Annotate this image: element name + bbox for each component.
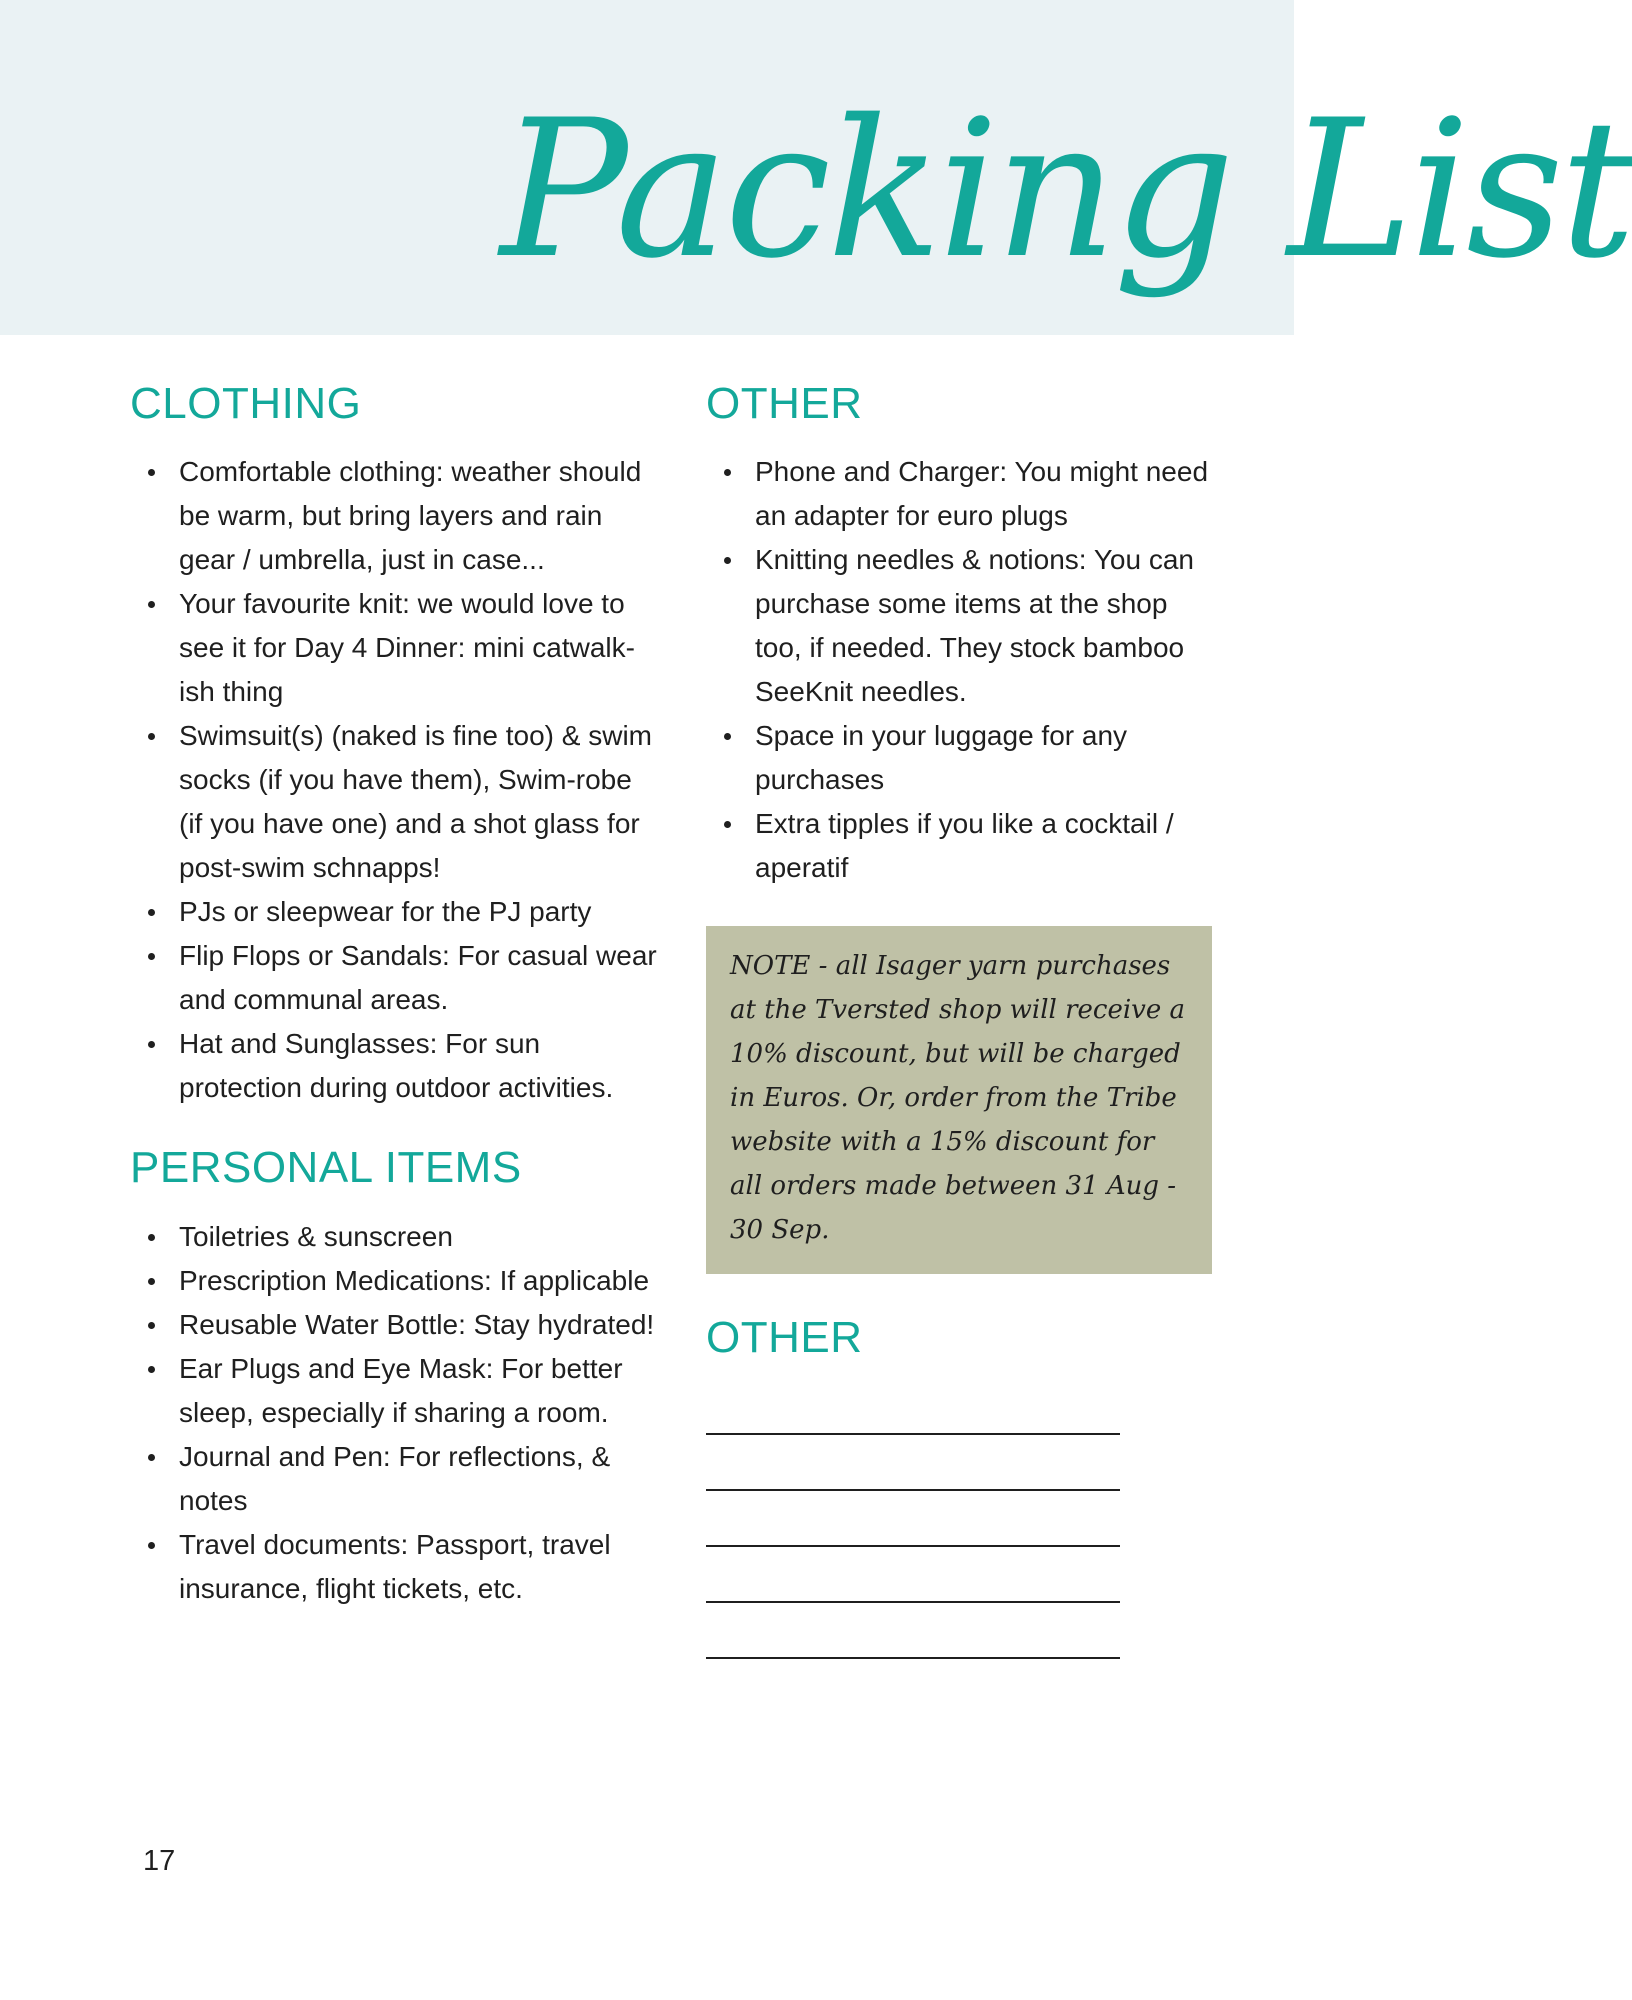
other-list bbox=[706, 450, 1216, 890]
list-item: Knitting needles & notions: You can purchase some items at the shop too, if needed. They stock bamboo SeeKnit needles. bbox=[706, 538, 1216, 714]
list-item: Extra tipples if you like a cocktail / aperatif bbox=[706, 802, 1216, 890]
page-number: 17 bbox=[143, 1845, 176, 1877]
list-item: Prescription Medications: If applicable bbox=[130, 1259, 660, 1303]
write-in-line[interactable] bbox=[706, 1601, 1120, 1603]
write-in-line[interactable] bbox=[706, 1433, 1120, 1435]
list-item: Your favourite knit: we would love to see it for Day 4 Dinner: mini catwalk-ish thing bbox=[130, 582, 660, 714]
list-item: Space in your luggage for any purchases bbox=[706, 714, 1216, 802]
left-column bbox=[130, 380, 660, 1611]
list-item: Reusable Water Bottle: Stay hydrated! bbox=[130, 1303, 660, 1347]
list-item: Travel documents: Passport, travel insurance, flight tickets, etc. bbox=[130, 1523, 660, 1611]
page-title: Packing List bbox=[500, 79, 1632, 300]
clothing-heading: CLOTHING bbox=[130, 379, 362, 428]
list-item: Phone and Charger: You might need an adapter for euro plugs bbox=[706, 450, 1216, 538]
list-item: Toiletries & sunscreen bbox=[130, 1215, 660, 1259]
list-item: Journal and Pen: For reflections, & notes bbox=[130, 1435, 660, 1523]
note-box bbox=[706, 926, 1212, 1274]
personal-items-list bbox=[130, 1215, 660, 1611]
list-item: Swimsuit(s) (naked is fine too) & swim socks (if you have them), Swim-robe (if you have one) and a shot glass for post-swim schnapps! bbox=[130, 714, 660, 890]
other-notes-heading: OTHER bbox=[706, 1313, 863, 1363]
right-column bbox=[706, 380, 1216, 1713]
other-heading: OTHER bbox=[706, 379, 863, 428]
list-item: Flip Flops or Sandals: For casual wear and communal areas. bbox=[130, 934, 660, 1022]
clothing-list bbox=[130, 450, 660, 1110]
write-in-line[interactable] bbox=[706, 1545, 1120, 1547]
note-text: NOTE - all Isager yarn purchases at the Tversted shop will receive a 10% discount, but will be charged in Euros. Or, order from the Tribe website with a 15% discount for all orders made between 31 Aug - 30 Sep. bbox=[730, 951, 1186, 1246]
personal-items-heading: PERSONAL ITEMS bbox=[130, 1143, 522, 1193]
list-item: Comfortable clothing: weather should be warm, but bring layers and rain gear / umbrella, just in case... bbox=[130, 450, 660, 582]
list-item: Hat and Sunglasses: For sun protection during outdoor activities. bbox=[130, 1022, 660, 1110]
list-item: PJs or sleepwear for the PJ party bbox=[130, 890, 660, 934]
list-item: Ear Plugs and Eye Mask: For better sleep, especially if sharing a room. bbox=[130, 1347, 660, 1435]
write-in-line[interactable] bbox=[706, 1657, 1120, 1659]
write-in-line[interactable] bbox=[706, 1489, 1120, 1491]
write-in-lines bbox=[706, 1433, 1216, 1659]
